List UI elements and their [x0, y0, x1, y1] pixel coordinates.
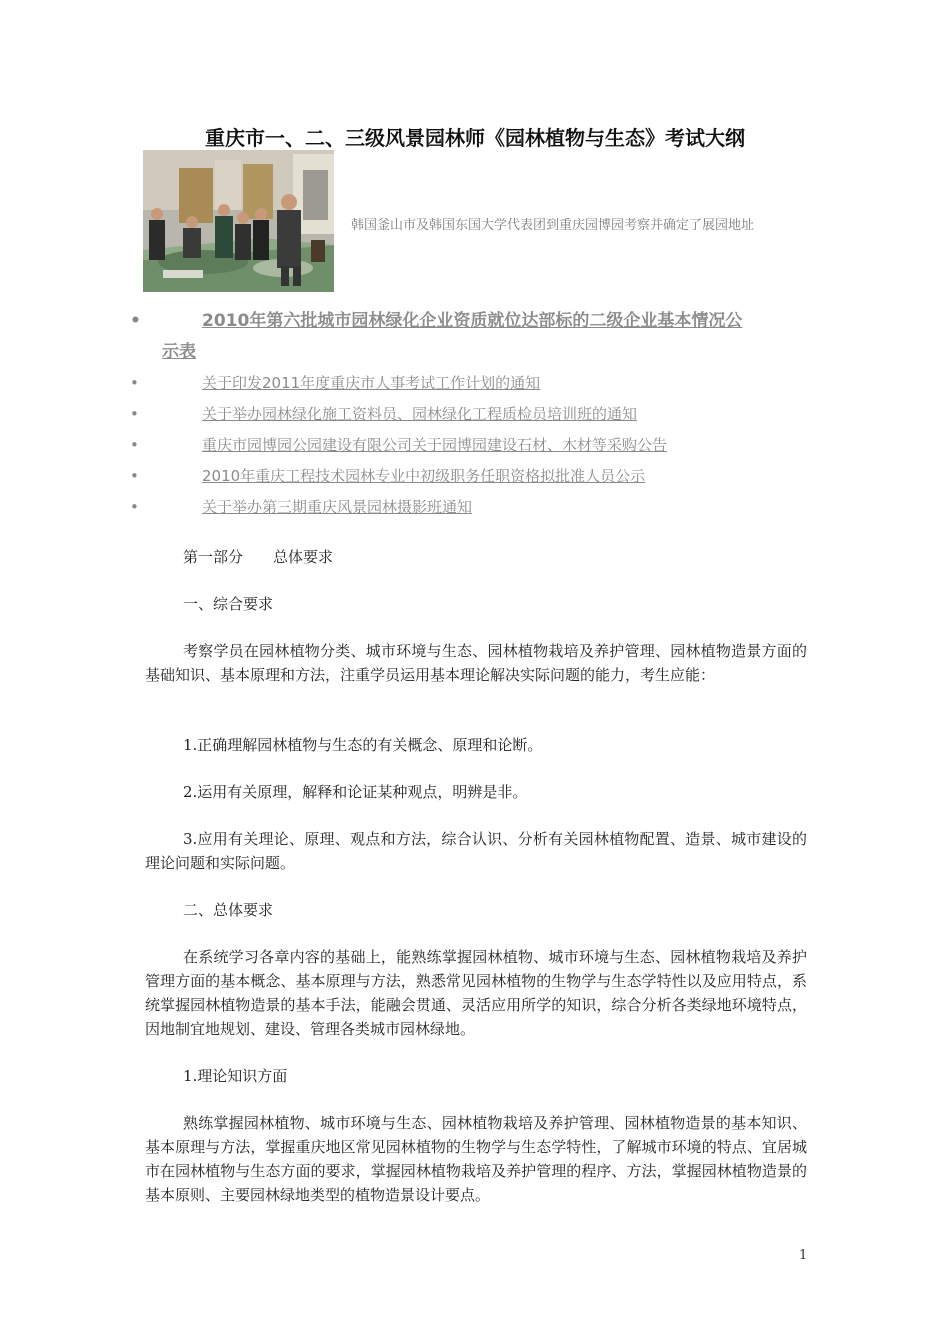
- bullet-icon: •: [130, 436, 139, 454]
- news-link[interactable]: 关于举办第三期重庆风景园林摄影班通知: [202, 498, 473, 516]
- list-item[interactable]: [130, 306, 820, 368]
- news-link[interactable]: 关于举办园林绿化施工资料员、园林绿化工程质检员培训班的通知: [202, 405, 638, 423]
- paragraph: 在系统学习各章内容的基础上，能熟练掌握园林植物、城市环境与生态、园林植物栽培及养护管理方面的基本概念、基本原理与方法，熟悉常见园林植物的生物学与生态学特性以及应用特点，系统掌握园林植物造景的基本手法，能融会贯通、灵活应用所学的知识，综合分析各类绿地环境特点，因地制宜地规划、建设、管理各类城市园林绿地。: [145, 948, 807, 1038]
- section-heading: 一、综合要求: [183, 595, 274, 613]
- list-item[interactable]: [130, 492, 820, 523]
- paragraph: 考察学员在园林植物分类、城市环境与生态、园林植物栽培及养护管理、园林植物造景方面的基础知识、基本原理和方法，注重学员运用基本理论解决实际问题的能力，考生应能：: [145, 642, 807, 684]
- news-link[interactable]: 关于印发2011年度重庆市人事考试工作计划的通知: [202, 374, 541, 392]
- part-heading: 第一部分 总体要求: [183, 548, 334, 566]
- delegation-photo-image: [143, 150, 334, 292]
- bullet-icon: •: [130, 311, 141, 331]
- list-point: 1.正确理解园林植物与生态的有关概念、原理和论断。: [183, 736, 543, 754]
- bullet-icon: •: [130, 374, 139, 392]
- bullet-icon: •: [130, 498, 139, 516]
- bullet-icon: •: [130, 467, 139, 485]
- section-heading: 二、总体要求: [183, 901, 274, 919]
- news-link[interactable]: 重庆市园博园公园建设有限公司关于园博园建设石材、木材等采购公告: [202, 436, 668, 454]
- list-item[interactable]: [130, 461, 820, 492]
- news-link-featured-line1[interactable]: 2010年第六批城市园林绿化企业资质就位达部标的二级企业基本情况公: [202, 311, 743, 331]
- related-news-list: [130, 306, 820, 523]
- paragraph: 熟练掌握园林植物、城市环境与生态、园林植物栽培及养护管理、园林植物造景的基本知识、基本原理与方法，掌握重庆地区常见园林植物的生物学与生态学特性，了解城市环境的特点、宜居城市在园林植物与生态方面的要求，掌握园林植物栽培及养护管理的程序、方法，掌握园林植物造景的基本原则、主要园林绿地类型的植物造景设计要点。: [145, 1114, 807, 1204]
- subsection-heading: 1.理论知识方面: [183, 1067, 288, 1085]
- news-link[interactable]: 2010年重庆工程技术园林专业中初级职务任职资格拟批准人员公示: [202, 467, 646, 485]
- list-item[interactable]: [130, 430, 820, 461]
- page-title: 重庆市一、二、三级风景园林师《园林植物与生态》考试大纲: [205, 126, 745, 150]
- bullet-icon: •: [130, 405, 139, 423]
- news-photo[interactable]: [143, 150, 334, 292]
- list-point: 2.运用有关原理，解释和论证某种观点，明辨是非。: [183, 783, 528, 801]
- list-item[interactable]: [130, 368, 820, 399]
- list-item[interactable]: [130, 399, 820, 430]
- document-body: [145, 545, 807, 1207]
- list-point: 3.应用有关理论、原理、观点和方法，综合认识、分析有关园林植物配置、造景、城市建设的理论问题和实际问题。: [145, 830, 807, 872]
- news-link-featured-line2[interactable]: 示表: [162, 342, 196, 362]
- photo-caption: 韩国釜山市及韩国东国大学代表团到重庆园博园考察并确定了展园地址: [351, 218, 755, 233]
- page-number: 1: [799, 1248, 808, 1263]
